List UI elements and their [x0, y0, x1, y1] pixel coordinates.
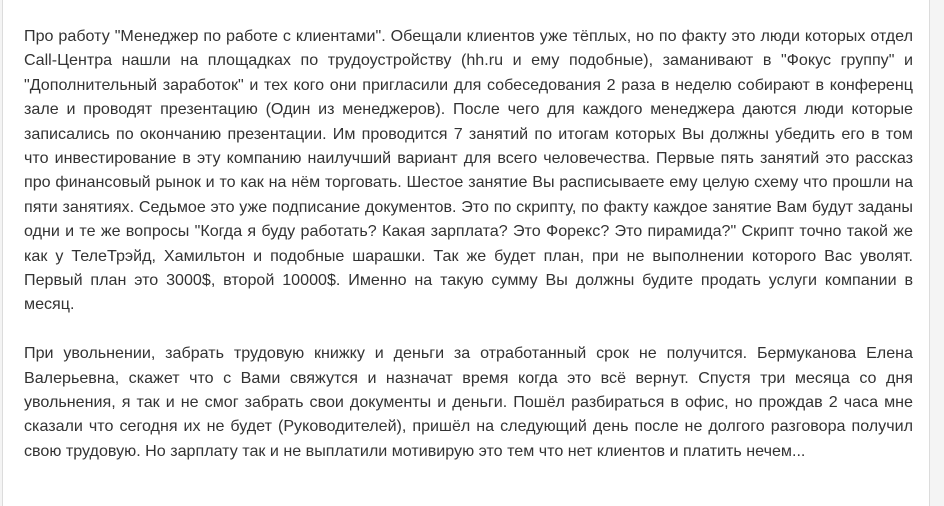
- review-paragraph-1: Про работу "Менеджер по работе с клиентами". Обещали клиентов уже тёплых, но по факту это люди которых отдел Call-Центра нашли на площадках по трудоустройству (hh.ru и ему подобные), заманивают в "Фокус группу" и "Дополнительный заработок" и тех кого они пригласили для собеседования 2 раза в неделю собирают в конференц зале и проводят презентацию (Один из менеджеров). После чего для каждого менеджера даются люди которые записались по окончанию презентации. Им проводится 7 занятий по итогам которых Вы должны убедить его в том что инвестирование в эту компанию наилучший вариант для всего человечества. Первые пять занятий это рассказ про финансовый рынок и то как на нём торговать. Шестое занятие Вы расписываете ему целую схему что прошли на пяти занятиях. Седьмое это уже подписание документов. Это по скрипту, по факту каждое занятие Вам будут заданы одни и те же вопросы "Когда я буду работать? Какая зарплата? Это Форекс? Это пирамида?" Скрипт точно такой же как у ТелеТрэйд, Хамильтон и подобные шарашки. Так же будет план, при не выполнении которого Вас уволят. Первый план это 3000$, второй 10000$. Именно на такую сумму Вы должны будите продать услуги компании в месяц.: [24, 27, 913, 314]
- review-panel: [2, 0, 930, 506]
- review-text: [24, 24, 913, 463]
- review-paragraph-2: При увольнении, забрать трудовую книжку и деньги за отработанный срок не получится. Бермуканова Елена Валерьевна, скажет что с Вами свяжутся и назначат время когда это всё вернут. Спустя три месяца со дня увольнения, я так и не смог забрать свои документы и деньги. Пошёл разбираться в офис, но прождав 2 часа мне сказали что сегодня их не будет (Руководителей), пришёл на следующий день после не долгого разговора получил свою трудовую. Но зарплату так и не выплатили мотивирую это тем что нет клиентов и платить нечем...: [24, 344, 913, 460]
